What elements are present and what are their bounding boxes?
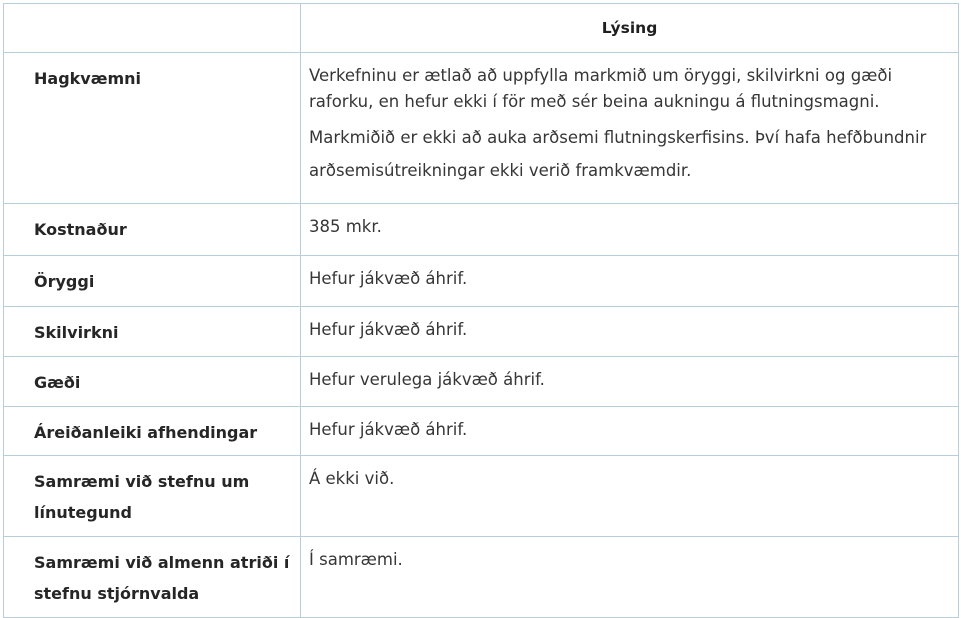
table-row bbox=[4, 256, 959, 307]
table-header-row bbox=[4, 4, 959, 53]
table-row bbox=[4, 204, 959, 256]
table-row bbox=[4, 537, 959, 618]
row-label: Samræmi við almenn atriði í stefnu stjórnvalda bbox=[4, 537, 301, 618]
assessment-table bbox=[3, 3, 959, 618]
row-label: Öryggi bbox=[4, 256, 301, 307]
table-row bbox=[4, 456, 959, 537]
row-label: Hagkvæmni bbox=[4, 53, 301, 204]
row-value bbox=[301, 53, 959, 204]
row-label: Gæði bbox=[4, 357, 301, 407]
row-value: Hefur verulega jákvæð áhrif. bbox=[301, 357, 959, 407]
header-cell-description: Lýsing bbox=[301, 4, 959, 53]
row-value-paragraph: Markmiðið er ekki að auka arðsemi flutningskerfisins. Því hafa hefðbundnir arðsemisútreikningar ekki verið framkvæmdir. bbox=[309, 128, 927, 180]
row-label: Kostnaður bbox=[4, 204, 301, 256]
row-value: 385 mkr. bbox=[301, 204, 959, 256]
header-cell-empty bbox=[4, 4, 301, 53]
table-row bbox=[4, 53, 959, 204]
table-row bbox=[4, 407, 959, 456]
table-row bbox=[4, 357, 959, 407]
row-value: Í samræmi. bbox=[301, 537, 959, 618]
row-value: Hefur jákvæð áhrif. bbox=[301, 307, 959, 357]
row-value: Hefur jákvæð áhrif. bbox=[301, 407, 959, 456]
row-value: Á ekki við. bbox=[301, 456, 959, 537]
row-value-paragraph: Verkefninu er ætlað að uppfylla markmið um öryggi, skilvirkni og gæði raforku, en hefur ekki í för með sér beina aukningu á flutningsmagni. bbox=[309, 66, 893, 111]
table-row bbox=[4, 307, 959, 357]
row-value: Hefur jákvæð áhrif. bbox=[301, 256, 959, 307]
row-label: Áreiðanleiki afhendingar bbox=[4, 407, 301, 456]
row-label: Samræmi við stefnu um línutegund bbox=[4, 456, 301, 537]
row-label: Skilvirkni bbox=[4, 307, 301, 357]
